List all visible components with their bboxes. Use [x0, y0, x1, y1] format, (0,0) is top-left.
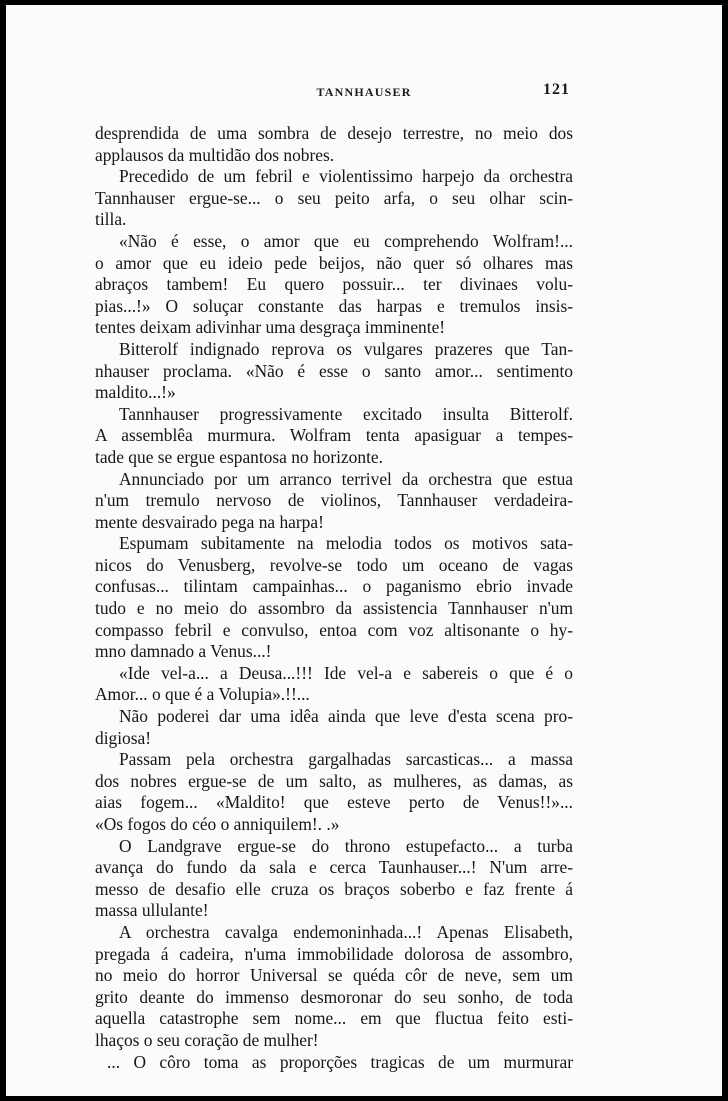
text-line: abraços tambem! Eu quero possuir... ter divinaes volu- [95, 274, 573, 295]
text-line: «Os fogos do céo o anniquilem!. .» [95, 814, 340, 834]
text-line: desprendida de uma sombra de desejo terrestre, no meio dos [95, 123, 573, 143]
text-line: Tannhauser ergue-se... o seu peito arfa, o seu olhar scin- [95, 187, 573, 208]
text-line: compasso febril e convulso, entoa com voz altisonante o hy- [95, 619, 573, 640]
text-line: Passam pela orchestra gargalhadas sarcasticas... a massa [119, 749, 573, 770]
text-line: messo de desafio elle cruza os braços soberbo e faz frente á [95, 878, 573, 899]
text-line: tentes deixam adivinhar uma desgraça imminente! [95, 317, 446, 338]
text-line: A assemblêa murmura. Wolfram tenta apasiguar a tempes- [95, 425, 573, 446]
text-line: dos nobres ergue-se de um salto, as mulheres, as damas, as [95, 770, 573, 791]
text-line: o amor que eu ideio pede beijos, não quer só olhares mas [95, 252, 573, 273]
text-line: lhaços o seu coração de mulher! [95, 1029, 319, 1050]
text-line: mente desvairado pega na harpa! [95, 511, 324, 532]
text-line: Não poderei dar uma idêa ainda que leve d'esta scena pro- [119, 706, 573, 727]
text-line: applausos da multidão dos nobres. [95, 144, 335, 165]
text-line: pias...!» O soluçar constante das harpas e tremulos insis- [95, 295, 573, 316]
page-number: 121 [543, 81, 570, 98]
text-line: A orchestra cavalga endemoninhada...! Apenas Elisabeth, [119, 921, 573, 942]
text-line: ... O côro toma as proporções tragicas de um murmurar [107, 1051, 573, 1072]
body-text [95, 123, 573, 1073]
text-line: Bitterolf indignado reprova os vulgares prazeres que Tan- [119, 338, 573, 359]
text-line: tudo e no meio do assombro da assistencia Tannhauser n'um [95, 598, 573, 619]
text-line: massa ullulante! [95, 900, 209, 921]
text-line: nicos do Venusberg, revolve-se todo um oceano de vagas [95, 554, 573, 575]
text-line: no meio do horror Universal se quéda côr de neve, sem um [95, 965, 573, 986]
book-page [6, 5, 722, 1096]
text-line: O Landgrave ergue-se do throno estupefacto... a turba [119, 835, 573, 856]
page-header [6, 81, 722, 105]
text-line: maldito...!» [95, 382, 176, 403]
text-line: pregada á cadeira, n'uma immobilidade dolorosa de assombro, [95, 943, 573, 964]
text-line: mno damnado a Venus...! [95, 641, 272, 662]
text-line: Amor... o que é a Volupia».!!... [95, 684, 310, 705]
text-line: «Não é esse, o amor que eu comprehendo Wolfram!... [119, 230, 573, 251]
text-line: grito deante do immenso desmoronar do seu sonho, de toda [95, 986, 573, 1007]
text-line: Tannhauser progressivamente excitado insulta Bitterolf. [119, 403, 573, 424]
text-line: tilla. [95, 209, 127, 230]
text-line: avança do fundo da sala e cerca Taunhauser...! N'um arre- [95, 857, 573, 878]
text-line: n'um tremulo nervoso de violinos, Tannhauser verdadeira- [95, 490, 573, 511]
text-line: digiosa! [95, 727, 152, 748]
text-line: Annunciado por um arranco terrivel da orchestra que estua [119, 468, 573, 489]
text-line: nhauser proclama. «Não é esse o santo amor... sentimento [95, 360, 573, 381]
text-line: Espumam subitamente na melodia todos os motivos sata- [119, 533, 573, 554]
text-line: tade que se ergue espantosa no horizonte. [95, 446, 383, 467]
text-line: confusas... tilintam campainhas... o paganismo ebrio invade [95, 576, 573, 597]
text-line: aias fogem... «Maldito! que esteve perto de Venus!!»... [95, 792, 573, 813]
text-line: «Ide vel-a... a Deusa...!!! Ide vel-a e sabereis o que é o [119, 662, 573, 683]
running-title: TANNHAUSER [316, 85, 412, 99]
text-line: Precedido de um febril e violentissimo harpejo da orchestra [119, 166, 573, 187]
text-line: aquella catastrophe sem nome... em que fluctua feito esti- [95, 1008, 573, 1029]
